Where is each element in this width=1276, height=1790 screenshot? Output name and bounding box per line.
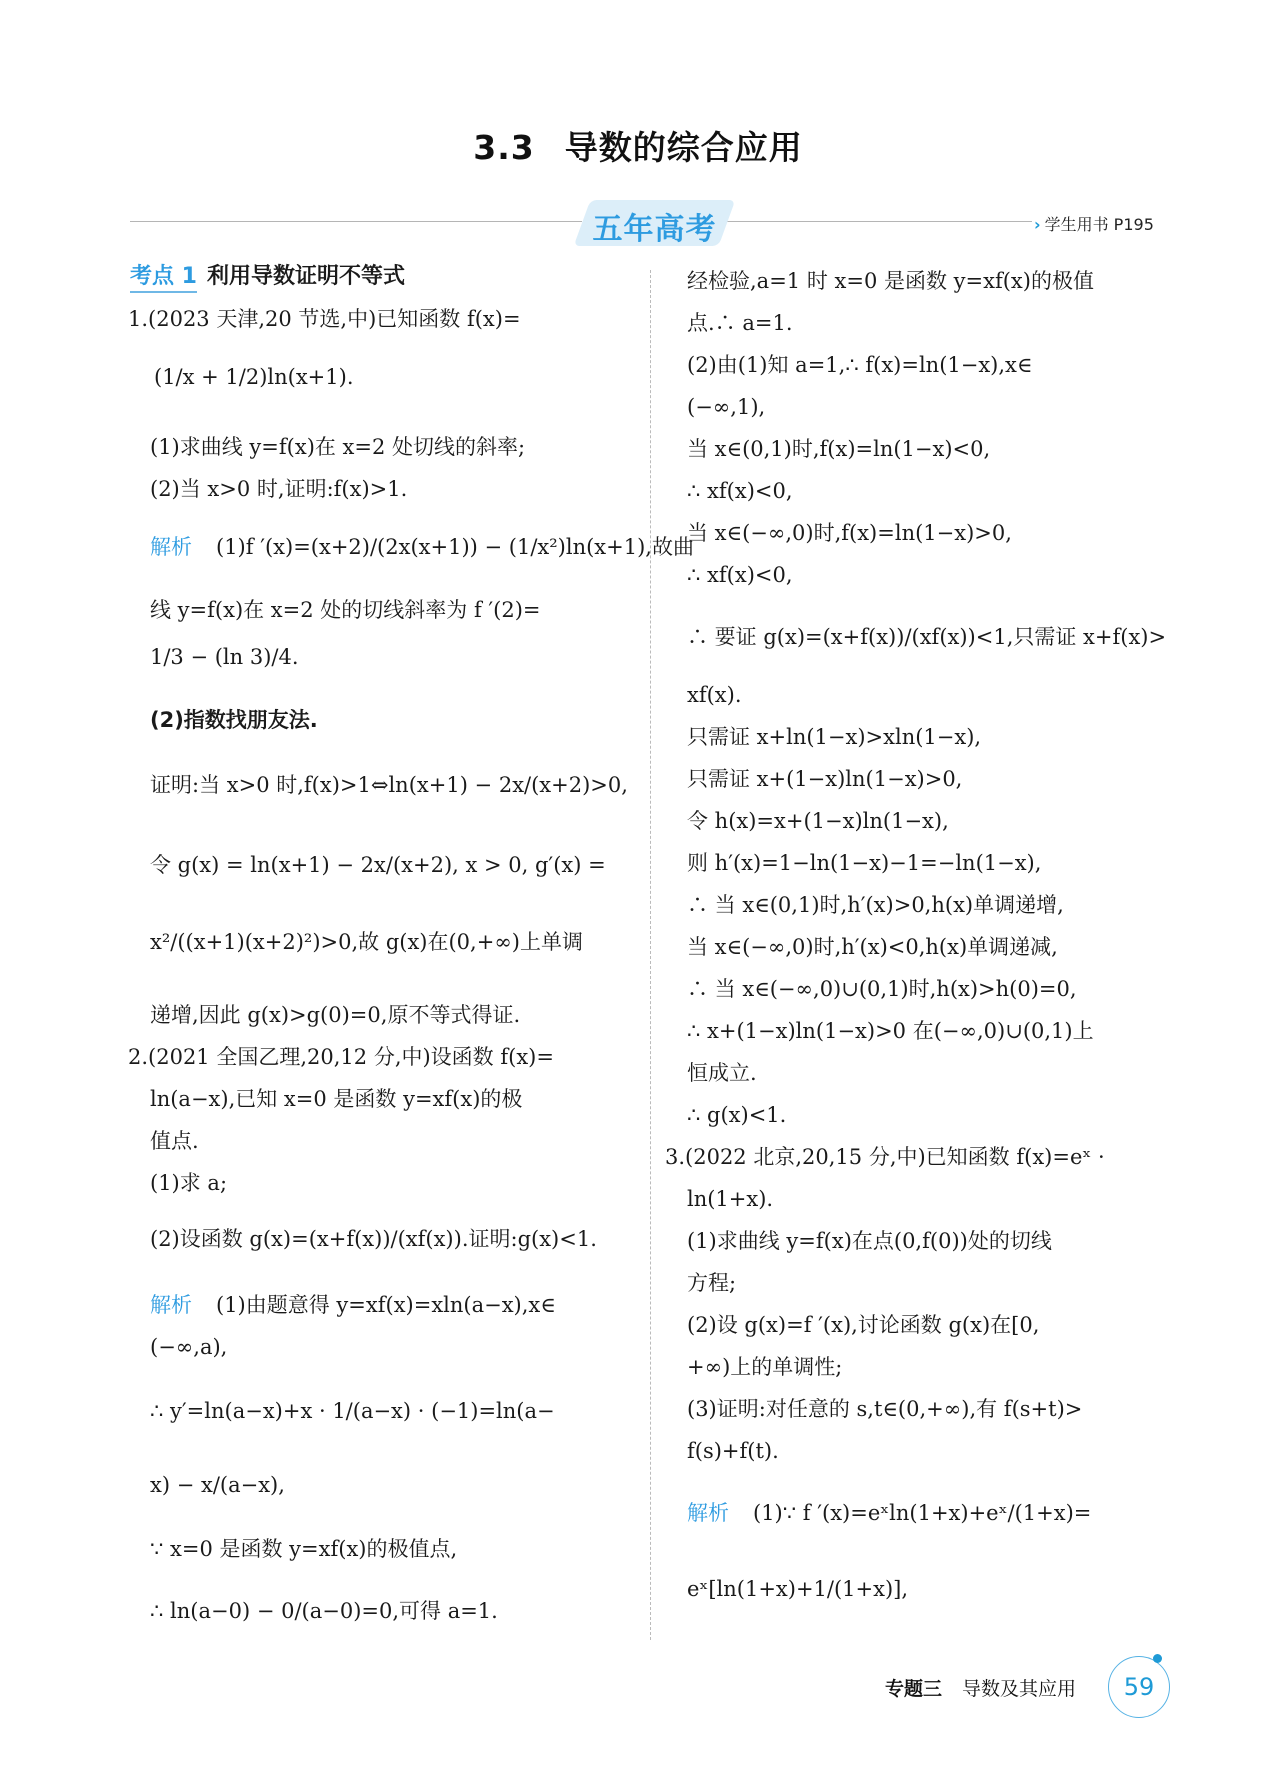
solution-1-line-3: 1/3 − (ln 3)/4. xyxy=(150,645,299,669)
footer-chapter-title: 导数及其应用 xyxy=(962,1678,1077,1700)
question-3-part-2: (2)设 g(x)=f ′(x),讨论函数 g(x)在[0, xyxy=(687,1313,1040,1337)
question-2-stem-2: ln(a−x),已知 x=0 是函数 y=xf(x)的极 xyxy=(150,1087,523,1111)
right-line-16: 当 x∈(−∞,0)时,h′(x)<0,h(x)单调递减, xyxy=(687,935,1058,959)
right-line-11: 只需证 x+ln(1−x)>xln(1−x), xyxy=(687,725,982,749)
right-line-2: 点.∴ a=1. xyxy=(687,311,793,335)
solution-2-line-3: ∴ y′=ln(a−x)+x · 1/(a−x) · (−1)=ln(a− xyxy=(150,1399,555,1423)
right-line-13: 令 h(x)=x+(1−x)ln(1−x), xyxy=(687,809,949,833)
right-line-5: 当 x∈(0,1)时,f(x)=ln(1−x)<0, xyxy=(687,437,991,461)
chevron-right-icon: › xyxy=(1034,215,1041,234)
question-3-part-3b: f(s)+f(t). xyxy=(687,1439,779,1463)
right-line-4: (−∞,1), xyxy=(687,395,766,419)
solution-2-line-6: ∴ ln(a−0) − 0/(a−0)=0,可得 a=1. xyxy=(150,1599,498,1623)
solution-text: (1)∵ f ′(x)=eˣln(1+x)+eˣ/(1+x)= xyxy=(753,1501,1092,1525)
solution-1-line-6: 令 g(x) = ln(x+1) − 2x/(x+2), x > 0, g′(x) = xyxy=(150,853,606,877)
right-line-15: ∴ 当 x∈(0,1)时,h′(x)>0,h(x)单调递增, xyxy=(687,893,1064,917)
question-3-part-1b: 方程; xyxy=(687,1271,737,1295)
section-number: 3.3 xyxy=(473,128,535,167)
topic-tag: 考点 1 xyxy=(130,264,197,293)
solution-2-line-1 xyxy=(150,1290,556,1320)
section-title: 导数的综合应用 xyxy=(564,128,803,167)
topic-heading xyxy=(130,262,405,292)
analysis-label: 解析 xyxy=(150,1293,192,1317)
solution-2-line-2: (−∞,a), xyxy=(150,1335,228,1359)
banner-label: 五年高考 xyxy=(592,212,717,247)
question-3-stem: 3.(2022 北京,20,15 分,中)已知函数 f(x)=eˣ · xyxy=(665,1145,1105,1169)
solution-text: (1)f ′(x)=(x+2)/(2x(x+1)) − (1/x²)ln(x+1),故曲 xyxy=(216,535,694,559)
question-2-stem: 2.(2021 全国乙理,20,12 分,中)设函数 f(x)= xyxy=(128,1045,554,1069)
right-line-8: ∴ xf(x)<0, xyxy=(687,563,793,587)
right-line-12: 只需证 x+(1−x)ln(1−x)>0, xyxy=(687,767,963,791)
student-book-reference xyxy=(1034,212,1154,235)
banner-line-left xyxy=(130,221,582,222)
column-divider xyxy=(650,270,651,1640)
question-2-part-1: (1)求 a; xyxy=(150,1171,228,1195)
question-1-formula: (1/x + 1/2)ln(x+1). xyxy=(154,365,354,389)
page-title xyxy=(0,122,1276,169)
reference-text: 学生用书 P195 xyxy=(1044,215,1154,234)
solution-2-line-5: ∵ x=0 是函数 y=xf(x)的极值点, xyxy=(150,1537,458,1561)
solution-1-method: (2)指数找朋友法. xyxy=(150,708,318,732)
right-line-7: 当 x∈(−∞,0)时,f(x)=ln(1−x)>0, xyxy=(687,521,1012,545)
right-line-6: ∴ xf(x)<0, xyxy=(687,479,793,503)
question-3-part-3: (3)证明:对任意的 s,t∈(0,+∞),有 f(s+t)> xyxy=(687,1397,1083,1421)
right-line-17: ∴ 当 x∈(−∞,0)∪(0,1)时,h(x)>h(0)=0, xyxy=(687,977,1077,1001)
solution-2-line-4: x) − x/(a−x), xyxy=(150,1473,285,1497)
analysis-label: 解析 xyxy=(687,1501,729,1525)
question-1-part-1: (1)求曲线 y=f(x)在 x=2 处切线的斜率; xyxy=(150,435,526,459)
question-2-stem-3: 值点. xyxy=(150,1129,199,1153)
question-1-stem: 1.(2023 天津,20 节选,中)已知函数 f(x)= xyxy=(128,307,521,331)
solution-1-line-7: x²/((x+1)(x+2)²)>0,故 g(x)在(0,+∞)上单调 xyxy=(150,930,584,954)
question-3-part-1: (1)求曲线 y=f(x)在点(0,f(0))处的切线 xyxy=(687,1229,1052,1253)
question-3-stem-2: ln(1+x). xyxy=(687,1187,774,1211)
right-line-19: 恒成立. xyxy=(687,1061,757,1085)
right-line-18: ∴ x+(1−x)ln(1−x)>0 在(−∞,0)∪(0,1)上 xyxy=(687,1019,1094,1043)
solution-3-line-1 xyxy=(687,1498,1091,1528)
page-dot-icon xyxy=(1153,1654,1162,1663)
question-1-part-2: (2)当 x>0 时,证明:f(x)>1. xyxy=(150,477,408,501)
solution-1-line-5: 证明:当 x>0 时,f(x)>1⇔ln(x+1) − 2x/(x+2)>0, xyxy=(150,773,628,797)
right-line-9: ∴ 要证 g(x)=(x+f(x))/(xf(x))<1,只需证 x+f(x)> xyxy=(687,625,1167,649)
banner-line-right xyxy=(727,221,1032,222)
right-line-10: xf(x). xyxy=(687,683,742,707)
right-line-14: 则 h′(x)=1−ln(1−x)−1=−ln(1−x), xyxy=(687,851,1042,875)
solution-1-line-1 xyxy=(150,532,694,562)
topic-title: 利用导数证明不等式 xyxy=(206,264,405,289)
question-2-part-2: (2)设函数 g(x)=(x+f(x))/(xf(x)).证明:g(x)<1. xyxy=(150,1227,597,1251)
solution-1-line-2: 线 y=f(x)在 x=2 处的切线斜率为 f ′(2)= xyxy=(150,598,541,622)
right-line-1: 经检验,a=1 时 x=0 是函数 y=xf(x)的极值 xyxy=(687,269,1094,293)
solution-text: (1)由题意得 y=xf(x)=xln(a−x),x∈ xyxy=(216,1293,556,1317)
solution-1-line-8: 递增,因此 g(x)>g(0)=0,原不等式得证. xyxy=(150,1003,521,1027)
right-line-20: ∴ g(x)<1. xyxy=(687,1103,787,1127)
footer-chapter xyxy=(885,1674,1076,1701)
right-line-3: (2)由(1)知 a=1,∴ f(x)=ln(1−x),x∈ xyxy=(687,353,1033,377)
solution-3-line-2: eˣ[ln(1+x)+1/(1+x)], xyxy=(687,1577,909,1601)
page-number: 59 xyxy=(1108,1656,1170,1718)
question-3-part-2b: +∞)上的单调性; xyxy=(687,1355,843,1379)
footer-topic: 专题三 xyxy=(885,1678,943,1700)
analysis-label: 解析 xyxy=(150,535,192,559)
